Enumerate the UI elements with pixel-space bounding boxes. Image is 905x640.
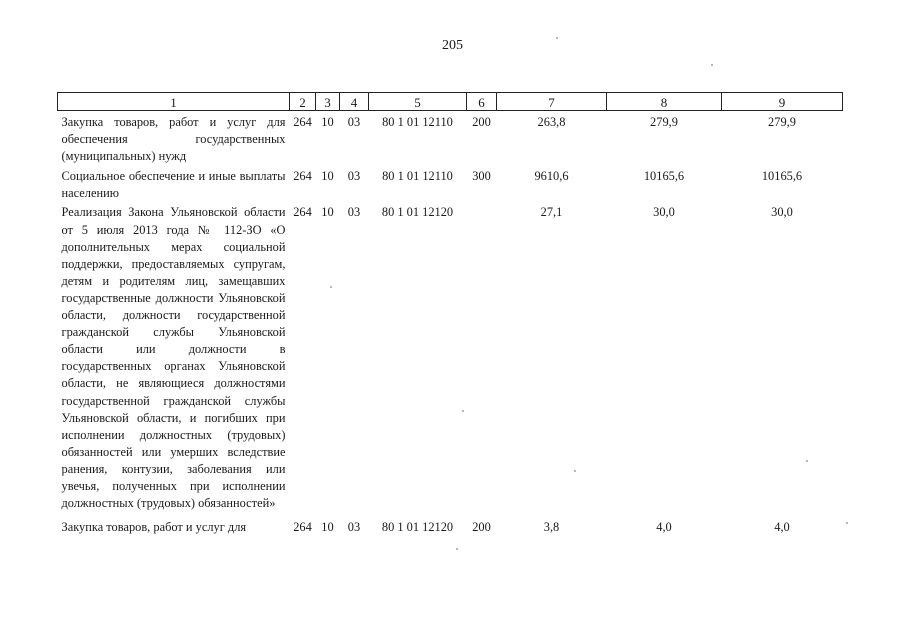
expense-type-code: 200 bbox=[472, 115, 491, 129]
section-code: 10 bbox=[321, 520, 334, 535]
column-header-4: 4 bbox=[340, 93, 369, 111]
header-row bbox=[58, 93, 843, 111]
expense-type-code bbox=[467, 202, 497, 512]
column-header-6: 6 bbox=[467, 93, 497, 111]
table-row bbox=[58, 202, 843, 512]
subsection-code: 03 bbox=[347, 169, 361, 184]
subsection-code: 03 bbox=[347, 205, 361, 220]
scan-speck bbox=[806, 460, 808, 462]
ministry-code: 264 bbox=[293, 520, 312, 535]
amount-col-8: 10165,6 bbox=[643, 169, 685, 184]
page-number: 205 bbox=[442, 38, 463, 53]
scan-speck bbox=[462, 410, 464, 412]
amount-col-7: 27,1 bbox=[540, 205, 563, 220]
amount-col-8: 30,0 bbox=[653, 205, 675, 220]
scan-speck bbox=[711, 64, 713, 66]
scan-speck bbox=[330, 286, 332, 288]
amount-col-7: 3,8 bbox=[543, 520, 560, 535]
scan-speck bbox=[556, 37, 558, 39]
section-code: 10 bbox=[321, 115, 334, 129]
table-header bbox=[58, 93, 843, 111]
amount-col-9: 279,9 bbox=[768, 115, 796, 129]
section-code: 10 bbox=[321, 205, 334, 220]
column-header-2: 2 bbox=[290, 93, 316, 111]
row-description: Закупка товаров, работ и услуг для обеспечения государственных (муниципальных) нужд bbox=[61, 115, 286, 164]
ministry-code: 264 bbox=[293, 115, 312, 129]
table-row bbox=[58, 111, 843, 166]
target-article-code: 80 1 01 12120 bbox=[381, 520, 454, 535]
table-row bbox=[58, 165, 843, 202]
target-article-code: 80 1 01 12110 bbox=[382, 169, 453, 184]
amount-col-7: 9610,6 bbox=[534, 169, 569, 184]
amount-col-9: 4,0 bbox=[774, 520, 790, 535]
subsection-code: 03 bbox=[347, 115, 361, 129]
row-description: Социальное обеспечение и иные выплаты населению bbox=[61, 169, 286, 201]
scan-speck bbox=[456, 548, 458, 550]
ministry-code: 264 bbox=[293, 205, 312, 220]
scan-speck bbox=[574, 470, 576, 472]
column-header-3: 3 bbox=[316, 93, 340, 111]
amount-col-8: 279,9 bbox=[650, 115, 678, 129]
ministry-code: 264 bbox=[293, 169, 312, 184]
amount-col-7: 263,8 bbox=[537, 115, 566, 129]
amount-col-8: 4,0 bbox=[656, 520, 672, 535]
column-header-9: 9 bbox=[722, 93, 843, 111]
row-description: Реализация Закона Ульяновской области от 5 июля 2013 года № 112-ЗО «О дополнительных мерах социальной поддержки, предоставляемых супругам, детям и родителям лиц, замещавших государственные должности Ульяновской области, должности государственной гражданской службы Ульяновской области или должности в государственных органах Ульяновской области, не являющиеся должностями государственной гражданской службы Ульяновской области, и погибших при исполнении должностных (трудовых) обязанностей или умерших вследствие ранения, контузии, заболевания или увечья, полученных при исполнении должностных (трудовых) обязанностей» bbox=[61, 205, 286, 511]
table-row bbox=[58, 512, 843, 536]
table-body bbox=[58, 111, 843, 537]
budget-table bbox=[57, 92, 843, 536]
column-header-8: 8 bbox=[607, 93, 722, 111]
scan-speck bbox=[846, 522, 848, 524]
column-header-5: 5 bbox=[369, 93, 467, 111]
subsection-code: 03 bbox=[347, 520, 361, 535]
expense-type-code: 300 bbox=[472, 169, 491, 184]
target-article-code: 80 1 01 12120 bbox=[381, 205, 454, 220]
amount-col-9: 10165,6 bbox=[761, 169, 803, 184]
amount-col-9: 30,0 bbox=[771, 205, 793, 220]
expense-type-code: 200 bbox=[472, 520, 491, 535]
row-description: Закупка товаров, работ и услуг для bbox=[61, 520, 247, 535]
section-code: 10 bbox=[321, 169, 334, 184]
column-header-7: 7 bbox=[497, 93, 607, 111]
column-header-1: 1 bbox=[58, 93, 290, 111]
target-article-code: 80 1 01 12110 bbox=[382, 115, 453, 129]
